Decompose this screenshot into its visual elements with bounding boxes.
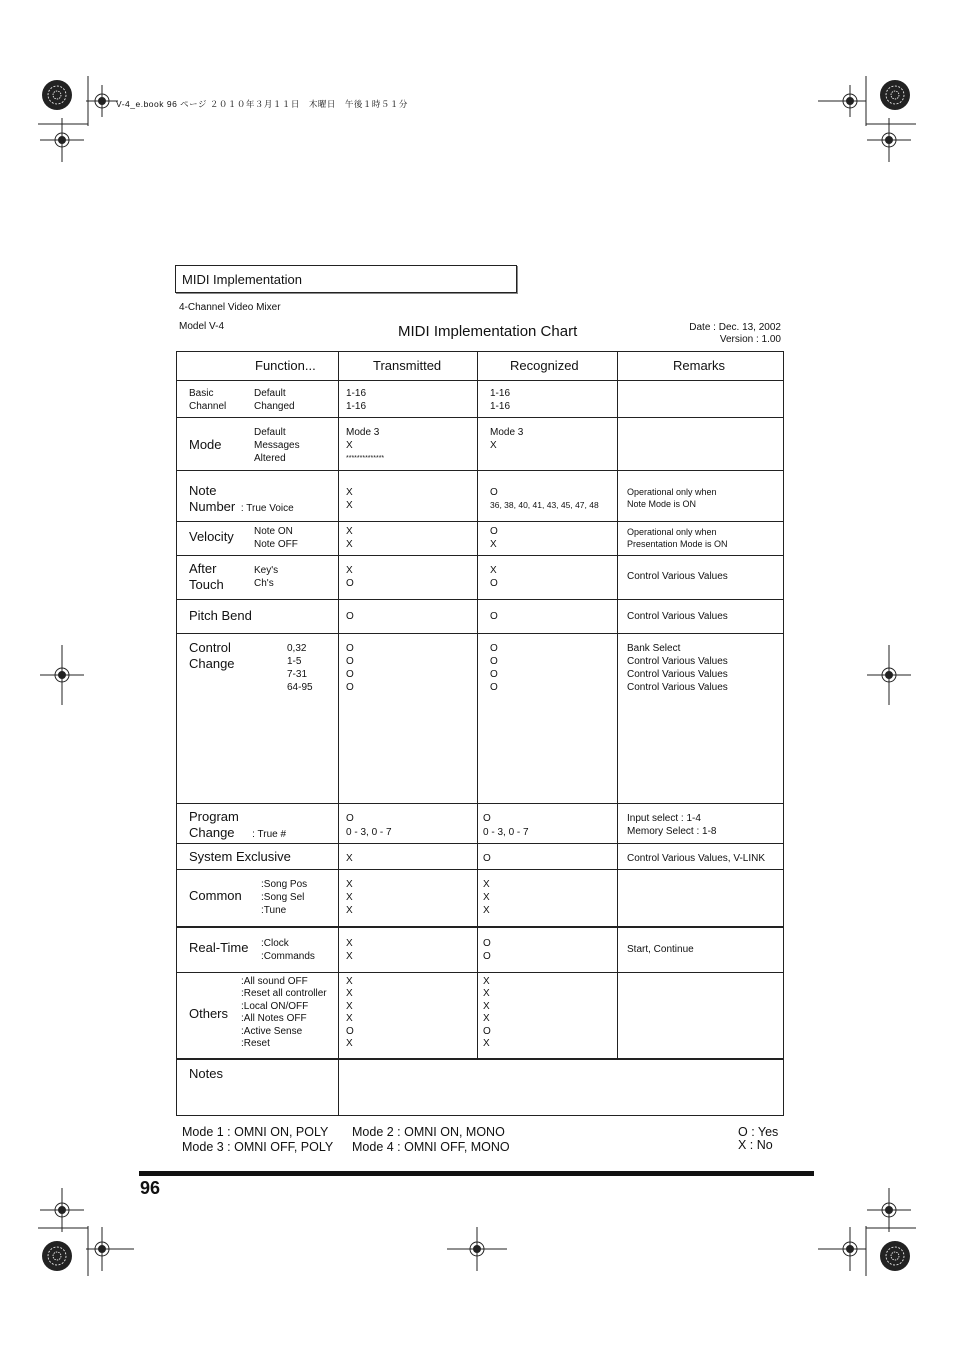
row-basic-label: Basic Channel [189, 388, 227, 412]
row-mode-label: Mode [189, 437, 222, 452]
row-note-tx: X X [346, 487, 353, 511]
row-programchange-label: Program Change : True # [189, 809, 287, 840]
legend-mode1: Mode 1 : OMNI ON, POLY [182, 1125, 329, 1139]
row-controlchange-sub: 0,32 1-5 7-31 64-95 [287, 643, 313, 693]
row-basic-tx: 1-16 1-16 [346, 388, 367, 412]
row-realtime-sub: :Clock :Commands [261, 938, 315, 962]
row-controlchange-tx: O O O O [346, 643, 354, 693]
row-sysex-rx: O [483, 853, 491, 864]
row-programchange-tx: O 0 - 3, 0 - 7 [346, 813, 392, 838]
row-note-label: Note Number : True Voice [189, 483, 294, 514]
row-mode-tx: Mode 3 X ************** [346, 427, 385, 462]
row-basic-rx: 1-16 1-16 [490, 388, 511, 412]
print-header: V-4_e.book 96 ページ ２０１０年３月１１日 木曜日 午後１時５１分 [116, 99, 408, 109]
row-pitchbend-remarks: Control Various Values [627, 611, 728, 622]
legend-no: X : No [738, 1138, 773, 1152]
legend-yes: O : Yes [738, 1125, 779, 1139]
legend-mode3: Mode 3 : OMNI OFF, POLY [182, 1140, 334, 1154]
row-aftertouch-rx: X O [490, 565, 498, 589]
row-mode-sub: Default Messages Altered [254, 427, 300, 464]
page-number: 96 [140, 1178, 161, 1198]
row-controlchange-rx: O O O O [490, 643, 498, 693]
date-label: Date : Dec. 13, 2002 [689, 322, 781, 333]
section-title: MIDI Implementation [182, 271, 302, 287]
row-velocity-tx: X X [346, 526, 353, 550]
row-others-sub: :All sound OFF :Reset all controller :Local ON/OFF :All Notes OFF :Active Sense :Reset [241, 976, 327, 1050]
model-label: Model V-4 [179, 321, 225, 332]
row-others-tx: X X X X O X [346, 976, 354, 1050]
row-realtime-rx: O O [483, 938, 491, 962]
row-sysex-label: System Exclusive [189, 849, 291, 864]
row-sysex-remarks: Control Various Values, V-LINK [627, 853, 766, 864]
row-others-rx: X X X X O X [483, 976, 491, 1050]
row-realtime-remarks: Start, Continue [627, 944, 694, 955]
row-basic-sub: Default Changed [254, 388, 295, 412]
col-remarks: Remarks [673, 358, 726, 373]
row-velocity-remarks: Operational only when Presentation Mode is ON [627, 527, 728, 549]
col-function: Function... [255, 358, 316, 373]
row-common-rx: X X X [483, 879, 490, 916]
row-controlchange-remarks: Bank Select Control Various Values Control Various Values Control Various Values [627, 643, 728, 693]
row-realtime-label: Real-Time [189, 940, 249, 955]
legend-mode4: Mode 4 : OMNI OFF, MONO [352, 1140, 510, 1154]
row-note-remarks: Operational only when Note Mode is ON [627, 487, 717, 509]
row-pitchbend-rx: O [490, 611, 498, 622]
row-sysex-tx: X [346, 853, 353, 864]
col-transmitted: Transmitted [373, 358, 442, 373]
row-mode-rx: Mode 3 X [490, 427, 524, 451]
row-controlchange-label: Control Change [189, 640, 235, 671]
row-programchange-remarks: Input select : 1-4 Memory Select : 1-8 [627, 813, 717, 837]
row-realtime-tx: X X [346, 938, 353, 962]
row-aftertouch-tx: X O [346, 565, 354, 589]
midi-implementation-table [176, 351, 784, 1116]
row-pitchbend-tx: O [346, 611, 354, 622]
legend-mode2: Mode 2 : OMNI ON, MONO [352, 1125, 505, 1139]
row-velocity-sub: Note ON Note OFF [254, 526, 298, 550]
row-velocity-rx: O X [490, 526, 498, 550]
device-type: 4-Channel Video Mixer [179, 302, 281, 313]
row-others-label: Others [189, 1006, 229, 1021]
row-common-tx: X X X [346, 879, 353, 916]
row-aftertouch-remarks: Control Various Values [627, 571, 728, 582]
row-common-label: Common [189, 888, 242, 903]
row-programchange-rx: O 0 - 3, 0 - 7 [483, 813, 529, 838]
col-recognized: Recognized [510, 358, 579, 373]
footer-rule [139, 1171, 814, 1176]
row-common-sub: :Song Pos :Song Sel :Tune [261, 879, 308, 916]
chart-title: MIDI Implementation Chart [398, 323, 578, 340]
row-aftertouch-sub: Key's Ch's [254, 565, 279, 589]
row-pitchbend-label: Pitch Bend [189, 608, 252, 623]
row-velocity-label: Velocity [189, 529, 234, 544]
row-note-rx: O 36, 38, 40, 41, 43, 45, 47, 48 [490, 487, 599, 510]
row-notes-label: Notes [189, 1066, 223, 1081]
version-label: Version : 1.00 [719, 334, 781, 345]
section-title-box [175, 265, 517, 293]
row-aftertouch-label: After Touch [189, 561, 224, 592]
